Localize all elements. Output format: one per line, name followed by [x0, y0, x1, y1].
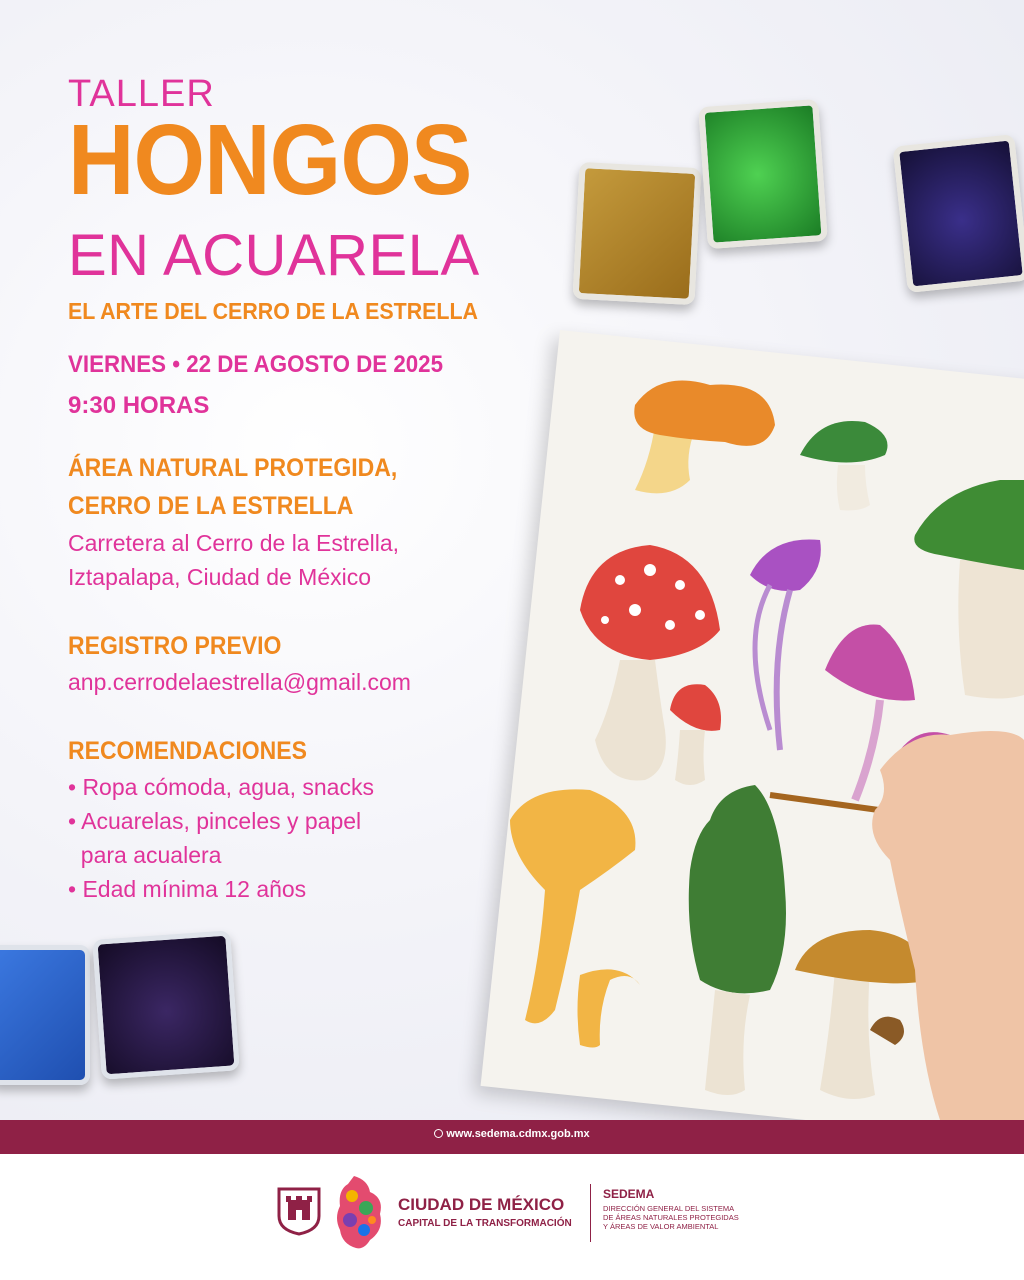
green-large-mushroom-icon — [914, 480, 1024, 699]
list-item: para acualera — [68, 842, 222, 868]
location-heading-line1: ÁREA NATURAL PROTEGIDA, — [68, 454, 398, 482]
orange-mushroom-icon — [634, 381, 775, 494]
footer — [0, 1154, 1024, 1280]
sedema-desc-line: Y ÁREAS DE VALOR AMBIENTAL — [603, 1222, 719, 1231]
paint-pan-indigo — [893, 134, 1024, 293]
event-title: HONGOS — [68, 104, 472, 216]
chanterelle-mushroom-icon — [510, 789, 640, 1047]
list-item: • Acuarelas, pinceles y papel — [68, 808, 362, 834]
sedema-desc-line: DIRECCIÓN GENERAL DEL SISTEMA — [603, 1204, 735, 1213]
list-item: • Edad mínima 12 años — [68, 876, 307, 902]
sedema-title: SEDEMA — [603, 1187, 655, 1201]
event-title-secondary: EN ACUARELA — [68, 223, 480, 288]
sedema-desc-line: DE ÁREAS NATURALES PROTEGIDAS — [603, 1213, 739, 1222]
cdmx-coat-of-arms-icon — [276, 1186, 322, 1236]
cdmx-subtitle: CAPITAL DE LA TRANSFORMACIÓN — [398, 1218, 572, 1229]
paint-pan-ochre — [572, 162, 701, 305]
location-heading-line2: CERRO DE LA ESTRELLA — [68, 492, 354, 520]
registration-email[interactable]: anp.cerrodelaestrella@gmail.com — [68, 669, 411, 695]
address-line1: Carretera al Cerro de la Estrella, — [68, 530, 400, 556]
event-time: 9:30 HORAS — [68, 392, 210, 419]
globe-icon — [434, 1129, 443, 1138]
paint-pan-green — [698, 99, 828, 249]
event-type: TALLER — [68, 73, 215, 115]
painting-hand-icon — [770, 731, 1024, 1120]
address-line2: Iztapalapa, Ciudad de México — [68, 564, 372, 590]
event-subtitle: EL ARTE DEL CERRO DE LA ESTRELLA — [68, 298, 479, 324]
recommendations-list — [68, 770, 374, 906]
recommendations-heading: RECOMENDACIONES — [68, 737, 307, 765]
mushroom-illustration — [470, 330, 1024, 1120]
green-mushroom-icon — [800, 421, 888, 510]
event-date: VIERNES • 22 DE AGOSTO DE 2025 — [68, 351, 443, 378]
morel-mushroom-icon — [689, 785, 786, 1095]
cdmx-title: CIUDAD DE MÉXICO — [398, 1195, 565, 1214]
website-url: www.sedema.cdmx.gob.mx — [446, 1128, 590, 1140]
website-link[interactable] — [0, 1128, 1024, 1140]
url-band — [0, 1120, 1024, 1154]
registration-heading: REGISTRO PREVIO — [68, 632, 282, 660]
brown-mushroom-icon — [795, 930, 930, 1099]
sedema-description — [603, 1204, 783, 1231]
paint-pan-blue — [0, 945, 90, 1085]
list-item: • Ropa cómoda, agua, snacks — [68, 774, 374, 800]
cdmx-map-logo-icon — [334, 1174, 386, 1252]
paint-pan-purple — [92, 930, 239, 1079]
footer-divider — [590, 1184, 591, 1242]
red-spotted-mushroom-icon — [580, 545, 721, 785]
